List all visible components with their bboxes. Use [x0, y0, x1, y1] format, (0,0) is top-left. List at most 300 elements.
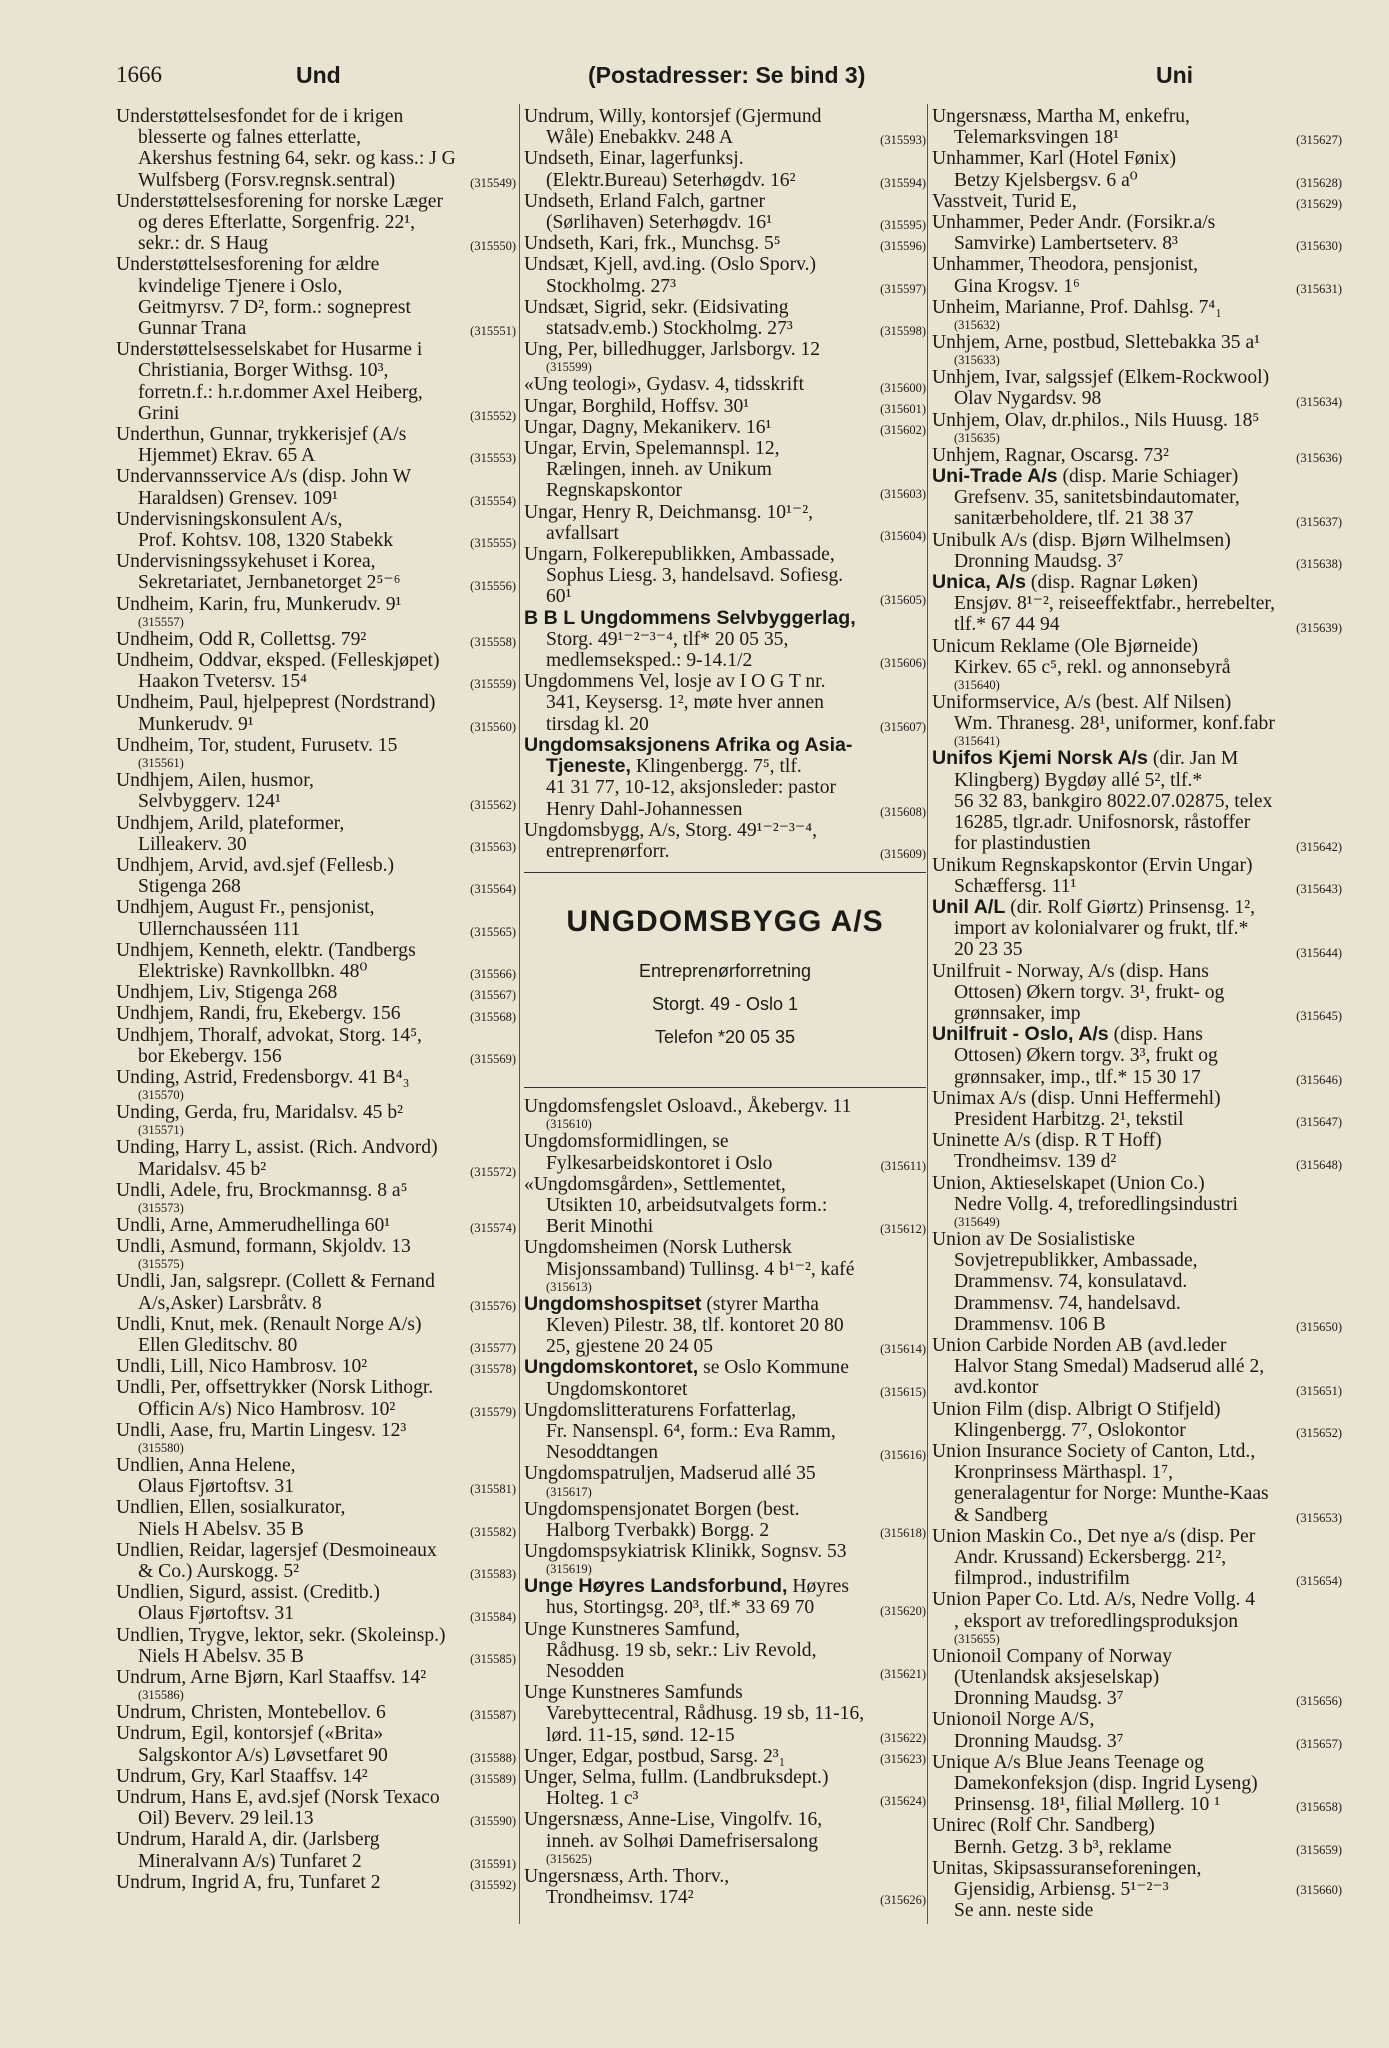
entry-line: Unilfruit - Oslo, A/s (disp. Hans — [932, 1024, 1203, 1046]
entry-line: Dronning Maudsg. 3⁷ — [954, 550, 1124, 572]
entry-line: Undli, Per, offsettrykker (Norsk Lithogr. — [116, 1377, 434, 1399]
directory-entry — [524, 1357, 926, 1399]
entry-line: Olaus Fjørtoftsv. 31 — [138, 1603, 295, 1625]
entry-line: Ungdomsheimen (Norsk Luthersk — [524, 1237, 792, 1259]
column-divider — [927, 104, 928, 1924]
entry-line: Undli, Lill, Nico Hambrosv. 10² — [116, 1356, 368, 1378]
entry-number: (315557) — [138, 614, 184, 629]
entry-number: (315612) — [880, 1222, 926, 1237]
entry-line: Undhjem, Randi, fru, Ekebergv. 156 — [116, 1003, 401, 1025]
entry-line: import av kolonialvarer og frukt, tlf.* — [954, 918, 1249, 940]
directory-entry — [932, 1024, 1342, 1088]
entry-line: Undhjem, Thoralf, advokat, Storg. 14⁵, — [116, 1024, 422, 1046]
entry-number: (315583) — [470, 1567, 516, 1582]
entry-line: «Ung teologi», Gydasv. 4, tidsskrift — [524, 374, 805, 396]
directory-entry — [116, 940, 516, 982]
entry-line: Klingberg) Bygdøy allé 5², tlf.* — [954, 769, 1203, 791]
directory-entry — [932, 961, 1342, 1025]
entry-line: Undervisningssykehuset i Korea, — [116, 551, 376, 573]
entry-number: (315637) — [1296, 514, 1342, 529]
directory-entry — [116, 551, 516, 593]
entry-line: Unicum Reklame (Ole Bjørneide) — [932, 635, 1199, 657]
advertisement-line3: Telefon *20 05 35 — [654, 1027, 796, 1048]
entry-line: bor Ekebergv. 156 — [138, 1045, 282, 1067]
directory-entry — [116, 1766, 516, 1787]
directory-entry — [116, 1787, 516, 1829]
entry-line: entreprenørforr. — [546, 840, 670, 862]
entry-line: Understøttelsesselskabet for Husarme i — [116, 339, 423, 361]
entry-line: Gjensidig, Arbiensg. 5¹⁻²⁻³ — [954, 1879, 1169, 1901]
entry-line: Undli, Adele, fru, Brockmannsg. 8 a⁵ — [116, 1179, 408, 1201]
entry-line: , eksport av treforedlingsproduksjon — [954, 1610, 1239, 1632]
entry-number: (315657) — [1296, 1736, 1342, 1751]
entry-number: (315608) — [880, 804, 926, 819]
directory-entry — [116, 1067, 516, 1102]
directory-entry — [524, 191, 926, 233]
directory-entry — [524, 417, 926, 438]
entry-number: (315629) — [1296, 197, 1342, 212]
entry-line: Unge Kunstneres Samfund, — [524, 1618, 741, 1640]
directory-entry — [116, 1702, 516, 1723]
entry-line: Klingenbergg. 7⁷, Oslokontor — [954, 1419, 1186, 1441]
entry-line: Uninette A/s (disp. R T Hoff) — [932, 1130, 1162, 1152]
entry-number: (315593) — [880, 133, 926, 148]
entry-line: Unhjem, Olav, dr.philos., Nils Huusg. 18⁵ — [932, 409, 1260, 431]
entry-line: Wm. Thranesg. 28¹, uniformer, konf.fabr — [954, 713, 1275, 735]
entry-line: 25, gjestene 20 24 05 — [546, 1336, 714, 1358]
entry-line: avfallsart — [546, 522, 619, 544]
entry-number: (315555) — [470, 536, 516, 551]
entry-line: Union Insurance Society of Canton, Ltd., — [932, 1440, 1256, 1462]
directory-entry — [116, 1872, 516, 1893]
directory-entry — [116, 813, 516, 855]
entry-number: (315649) — [954, 1214, 1000, 1229]
entry-number: (315638) — [1296, 557, 1342, 572]
entry-line: Undheim, Karin, fru, Munkerudv. 9¹ — [116, 593, 402, 615]
entry-line: Undrum, Willy, kontorsjef (Gjermund — [524, 106, 822, 127]
entry-line: Ungdomspensjonatet Borgen (best. — [524, 1498, 800, 1520]
directory-entry — [116, 594, 516, 629]
directory-entry — [932, 1399, 1342, 1441]
entry-number: (315598) — [880, 324, 926, 339]
entry-number: (315618) — [880, 1525, 926, 1540]
entry-line: Prinsensg. 18¹, filial Møllerg. 10 ¹ — [954, 1794, 1221, 1816]
entry-number: (315613) — [546, 1279, 592, 1294]
entry-line: Bernh. Getzg. 3 b³, reklame — [954, 1836, 1172, 1858]
entry-number: (315660) — [1296, 1883, 1342, 1898]
entry-line: A/s,Asker) Larsbråtv. 8 — [138, 1292, 322, 1314]
entry-line: filmprod., industrifilm — [954, 1568, 1130, 1590]
entry-number: (315559) — [470, 677, 516, 692]
entry-line: Undervisningskonsulent A/s, — [116, 508, 343, 530]
entry-number: (315566) — [470, 967, 516, 982]
entry-line: Ung, Per, billedhugger, Jarlsborgv. 12 — [524, 339, 821, 361]
entry-number: (315567) — [470, 988, 516, 1003]
entry-line: 56 32 83, bankgiro 8022.07.02875, telex — [954, 790, 1273, 812]
entry-line: Ungdomspatruljen, Madserud allé 35 — [524, 1463, 816, 1485]
entry-line: Unikum Regnskapskontor (Ervin Ungar) — [932, 854, 1253, 876]
entry-number: (315609) — [880, 847, 926, 862]
entry-line: Wåle) Enebakkv. 248 A — [546, 127, 733, 149]
directory-entry — [116, 982, 516, 1003]
entry-line: 20 23 35 — [954, 939, 1023, 961]
entry-number: (315653) — [1296, 1510, 1342, 1525]
entry-line: Henry Dahl-Johannessen — [546, 798, 743, 820]
entry-line: Trondheimsv. 139 d² — [954, 1151, 1117, 1173]
entry-number: (315627) — [1296, 133, 1342, 148]
entry-line: Salgskontor A/s) Løvsetfaret 90 — [138, 1744, 388, 1766]
entry-line: Undheim, Paul, hjelpeprest (Nordstrand) — [116, 692, 436, 714]
directory-entry — [932, 1173, 1342, 1229]
directory-entry — [116, 1420, 516, 1455]
directory-entry — [524, 1682, 926, 1746]
entry-line: Niels H Abelsv. 35 B — [138, 1518, 304, 1540]
directory-entry — [116, 897, 516, 939]
entry-line: Wulfsberg (Forsv.regnsk.sentral) — [138, 169, 396, 191]
directory-entry — [932, 106, 1342, 148]
directory-entry — [932, 1229, 1342, 1335]
entry-number: (315658) — [1296, 1800, 1342, 1815]
entry-line: Undsæt, Sigrid, sekr. (Eidsivating — [524, 296, 789, 318]
entry-number: (315549) — [470, 175, 516, 190]
directory-entry — [932, 212, 1342, 254]
entry-number: (315575) — [138, 1257, 184, 1272]
entry-line: Utsikten 10, arbeidsutvalgets form.: — [546, 1194, 828, 1216]
directory-column-2 — [524, 106, 926, 1908]
entry-line: Undli, Arne, Ammerudhellinga 60¹ — [116, 1214, 391, 1236]
entry-line: Officin A/s) Nico Hambrosv. 10² — [138, 1398, 396, 1420]
entry-line: Se ann. neste side — [954, 1900, 1094, 1922]
entry-line: Ungdomspsykiatrisk Klinikk, Sognsv. 53 — [524, 1540, 847, 1562]
entry-line: sekr.: dr. S Haug — [138, 233, 269, 255]
entry-line: Ungar, Henry R, Deichmansg. 10¹⁻², — [524, 501, 814, 523]
entry-number: (315592) — [470, 1878, 516, 1893]
entry-number: (315553) — [470, 451, 516, 466]
entry-number: (315577) — [470, 1341, 516, 1356]
directory-entry — [116, 1003, 516, 1024]
entry-number: (315635) — [954, 430, 1000, 445]
entry-line: Nedre Vollg. 4, treforedlingsindustri — [954, 1193, 1238, 1215]
entry-number: (315602) — [880, 423, 926, 438]
entry-line: Unhammer, Peder Andr. (Forsikr.a/s — [932, 212, 1216, 234]
entry-line: Drammensv. 74, handelsavd. — [954, 1292, 1181, 1314]
entry-line: Ensjøv. 8¹⁻², reiseeffektfabr., herrebelter, — [954, 593, 1276, 615]
directory-entry — [524, 735, 926, 820]
directory-entry — [116, 1667, 516, 1702]
advertisement-box — [524, 872, 926, 1088]
entry-number: (315651) — [1296, 1383, 1342, 1398]
entry-line: Betzy Kjelsbergsv. 6 a⁰ — [954, 169, 1138, 191]
entry-number: (315605) — [880, 592, 926, 607]
entry-line: medlemseksped.: 9-14.1/2 — [546, 650, 753, 672]
directory-entry — [524, 339, 926, 374]
entry-line: Unhjem, Arne, postbud, Slettebakka 35 a¹ — [932, 332, 1261, 354]
entry-line: Kronprinsess Märthaspl. 1⁷, — [954, 1462, 1174, 1484]
entry-line: generalagentur for Norge: Munthe-Kaas — [954, 1483, 1269, 1505]
entry-number: (315632) — [954, 318, 1000, 333]
directory-entry — [932, 636, 1342, 692]
directory-entry — [524, 544, 926, 608]
directory-entry — [932, 1441, 1342, 1526]
entry-number: (315550) — [470, 239, 516, 254]
entry-line: Grini — [138, 402, 180, 424]
entry-number: (315646) — [1296, 1072, 1342, 1087]
entry-line: Undlien, Trygve, lektor, sekr. (Skoleinsp.) — [116, 1624, 446, 1646]
entry-line: Ungarn, Folkerepublikken, Ambassade, — [524, 544, 835, 566]
directory-entry — [524, 1294, 926, 1358]
entry-line: Ottosen) Økern torgv. 3¹, frukt- og — [954, 981, 1225, 1003]
directory-entry — [524, 671, 926, 735]
entry-number: (315607) — [880, 719, 926, 734]
entry-line: Unhammer, Karl (Hotel Fønix) — [932, 148, 1177, 170]
directory-entry — [524, 1576, 926, 1618]
entry-line: Undlien, Ellen, sosialkurator, — [116, 1497, 346, 1519]
entry-line: Undli, Asmund, formann, Skjoldv. 13 — [116, 1236, 411, 1258]
entry-line: Lilleakerv. 30 — [138, 833, 247, 855]
directory-entry — [932, 367, 1342, 409]
entry-number: (315571) — [138, 1123, 184, 1138]
advertisement-line2: Storgt. 49 - Oslo 1 — [651, 994, 799, 1015]
entry-line: tlf.* 67 44 94 — [954, 614, 1060, 636]
entry-line: Uniformservice, A/s (best. Alf Nilsen) — [932, 692, 1232, 714]
entry-line: Understøttelsesforening for norske Læger — [116, 190, 444, 212]
entry-number: (315654) — [1296, 1574, 1342, 1589]
directory-entry — [524, 1619, 926, 1683]
directory-entry — [932, 1858, 1342, 1922]
entry-line: Gina Krogsv. 1⁶ — [954, 275, 1080, 297]
entry-line: Halborg Tverbakk) Borgg. 2 — [546, 1519, 770, 1541]
entry-number: (315626) — [880, 1893, 926, 1908]
directory-entry — [524, 608, 926, 672]
entry-number: (315611) — [880, 1158, 926, 1173]
directory-entry — [116, 509, 516, 551]
entry-number: (315652) — [1296, 1425, 1342, 1440]
entry-number: (315565) — [470, 924, 516, 939]
entry-number: (315576) — [470, 1298, 516, 1313]
entry-number: (315601) — [880, 401, 926, 416]
entry-line: Misjonssamband) Tullinsg. 4 b¹⁻², kafé — [546, 1258, 855, 1280]
entry-line: Ungdomslitteraturens Forfatterlag, — [524, 1399, 797, 1421]
entry-number: (315603) — [880, 486, 926, 501]
entry-line: Nesodden — [546, 1660, 625, 1682]
entry-number: (315656) — [1296, 1694, 1342, 1709]
entry-line: Undheim, Oddvar, eksped. (Felleskjøpet) — [116, 650, 440, 672]
directory-entry — [932, 748, 1342, 854]
entry-line: grønnsaker, imp., tlf.* 15 30 17 — [954, 1066, 1201, 1088]
entry-number: (315650) — [1296, 1319, 1342, 1334]
directory-entry — [932, 445, 1342, 466]
entry-number: (315617) — [546, 1484, 592, 1499]
directory-entry — [116, 254, 516, 339]
entry-line: Schæffersg. 11¹ — [954, 875, 1077, 897]
entry-line: 41 31 77, 10-12, aksjonsleder: pastor — [546, 777, 837, 799]
directory-entry — [932, 297, 1342, 332]
entry-line: Undlien, Sigurd, assist. (Creditb.) — [116, 1582, 380, 1604]
entry-number: (315619) — [546, 1562, 592, 1577]
entry-number: (315554) — [470, 493, 516, 508]
entry-line: Ungersnæss, Arth. Thorv., — [524, 1865, 730, 1887]
entry-line: B B L Ungdommens Selvbyggerlag, — [524, 607, 856, 629]
entry-line: Akershus festning 64, sekr. og kass.: J G — [138, 148, 456, 170]
entry-number: (315572) — [470, 1164, 516, 1179]
directory-entry — [116, 692, 516, 734]
entry-line: Ungersnæss, Anne-Lise, Vingolfv. 16, — [524, 1809, 823, 1831]
entry-number: (315633) — [954, 353, 1000, 368]
directory-entry — [524, 396, 926, 417]
entry-line: Christiania, Borger Withsg. 10³, — [138, 360, 389, 382]
directory-entry — [116, 191, 516, 255]
entry-line: Berit Minothi — [546, 1216, 654, 1238]
entry-number: (315551) — [470, 324, 516, 339]
directory-entry — [524, 1541, 926, 1576]
entry-line: Holteg. 1 c³ — [546, 1788, 639, 1810]
entry-line: Unding, Astrid, Fredensborgv. 41 B⁴₃ — [116, 1066, 410, 1088]
entry-number: (315556) — [470, 578, 516, 593]
entry-line: Selvbyggerv. 124¹ — [138, 791, 281, 813]
directory-entry — [116, 1236, 516, 1271]
directory-entry — [116, 1455, 516, 1497]
entry-line: Unique A/s Blue Jeans Teenage og — [932, 1751, 1204, 1773]
entry-number: (315639) — [1296, 620, 1342, 635]
entry-line: Undli, Aase, fru, Martin Lingesv. 12³ — [116, 1419, 407, 1441]
entry-line: og deres Efterlatte, Sorgenfrig. 22¹, — [138, 212, 416, 234]
entry-line: 341, Keysersg. 1², møte hver annen — [546, 692, 824, 714]
entry-number: (315578) — [470, 1362, 516, 1377]
directory-entry — [524, 1499, 926, 1541]
directory-entry — [524, 106, 926, 148]
directory-entry — [524, 1400, 926, 1464]
entry-line: Unding, Harry L, assist. (Rich. Andvord) — [116, 1137, 438, 1159]
directory-entry — [932, 148, 1342, 190]
entry-number: (315595) — [880, 218, 926, 233]
entry-line: Undrum, Harald A, dir. (Jarlsberg — [116, 1829, 380, 1851]
entry-line: Varebyttecentral, Rådhusg. 19 sb, 11-16, — [546, 1703, 865, 1725]
directory-entry — [116, 1215, 516, 1236]
entry-line: Vasstveit, Turid E, — [932, 190, 1077, 212]
entry-number: (315624) — [880, 1794, 926, 1809]
entry-line: Union Carbide Norden AB (avd.leder — [932, 1334, 1227, 1356]
entry-line: Undlien, Reidar, lagersjef (Desmoineaux — [116, 1539, 437, 1561]
directory-entry — [932, 1815, 1342, 1857]
entry-line: Hjemmet) Ekrav. 65 A — [138, 445, 316, 467]
entry-line: Storg. 49¹⁻²⁻³⁻⁴, tlf* 20 05 35, — [546, 628, 789, 650]
entry-line: Undheim, Tor, student, Furusetv. 15 — [116, 734, 398, 756]
entry-number: (315606) — [880, 656, 926, 671]
directory-entry — [932, 1589, 1342, 1645]
entry-number: (315594) — [880, 175, 926, 190]
entry-number: (315645) — [1296, 1009, 1342, 1024]
entry-line: Telemarksvingen 18¹ — [954, 127, 1120, 149]
entry-line: Unica, A/s (disp. Ragnar Løken) — [932, 572, 1198, 594]
entry-number: (315570) — [138, 1088, 184, 1103]
entry-line: Drammensv. 74, konsulatavd. — [954, 1271, 1188, 1293]
entry-line: blesserte og falnes etterlatte, — [138, 127, 362, 149]
directory-entry — [524, 820, 926, 862]
entry-line: Unhjem, Ragnar, Oscarsg. 73² — [932, 444, 1169, 466]
entry-number: (315568) — [470, 1009, 516, 1024]
entry-line: Kleven) Pilestr. 38, tlf. kontoret 20 80 — [546, 1314, 844, 1336]
directory-entry — [932, 191, 1342, 212]
entry-line: Grefsenv. 35, sanitetsbindautomater, — [954, 487, 1240, 509]
entry-line: Ungar, Ervin, Spelemannspl. 12, — [524, 438, 780, 460]
entry-number: (315647) — [1296, 1115, 1342, 1130]
entry-number: (315628) — [1296, 175, 1342, 190]
entry-line: Ungdomsaksjonens Afrika og Asia- — [524, 734, 853, 756]
directory-entry — [116, 1180, 516, 1215]
entry-number: (315623) — [880, 1752, 926, 1766]
entry-line: Underthun, Gunnar, trykkerisjef (A/s — [116, 424, 407, 446]
entry-number: (315589) — [470, 1772, 516, 1787]
directory-entry — [116, 1377, 516, 1419]
entry-line: Undrum, Egil, kontorsjef («Brita» — [116, 1723, 384, 1745]
entry-line: (Utenlandsk aksjeselskap) — [954, 1667, 1160, 1689]
advertisement-title: UNGDOMSBYGG A/S — [566, 905, 884, 939]
entry-line: hus, Stortingsg. 20³, tlf.* 33 69 70 — [546, 1597, 815, 1619]
entry-line: avd.kontor — [954, 1377, 1039, 1399]
directory-entry — [116, 1314, 516, 1356]
entry-line: kvindelige Tjenere i Oslo, — [138, 275, 343, 297]
directory-entry — [116, 1137, 516, 1179]
entry-line: Ungdomshospitset (styrer Martha — [524, 1293, 819, 1315]
entry-line: Understøttelsesfondet for de i krigen — [116, 106, 404, 127]
directory-entry — [932, 332, 1342, 367]
entry-line: Unheim, Marianne, Prof. Dahlsg. 7⁴₁ — [932, 296, 1223, 318]
entry-number: (315631) — [1296, 281, 1342, 296]
entry-line: Union Paper Co. Ltd. A/s, Nedre Vollg. 4 — [932, 1589, 1256, 1611]
directory-entry — [524, 1767, 926, 1809]
directory-entry — [524, 233, 926, 254]
entry-line: Unhammer, Theodora, pensjonist, — [932, 254, 1199, 276]
entry-line: Uni-Trade A/s (disp. Marie Schiager) — [932, 466, 1239, 488]
entry-line: Unibulk A/s (disp. Bjørn Wilhelmsen) — [932, 529, 1231, 551]
entry-line: Oil) Beverv. 29 leil.13 — [138, 1808, 314, 1830]
directory-entry — [116, 1271, 516, 1313]
directory-entry — [524, 148, 926, 190]
entry-line: Ungdommens Vel, losje av I O G T nr. — [524, 671, 826, 693]
entry-number: (315614) — [880, 1342, 926, 1357]
entry-line: Dronning Maudsg. 3⁷ — [954, 1730, 1124, 1752]
directory-entry — [932, 1335, 1342, 1399]
entry-line: Stockholmg. 27³ — [546, 275, 676, 297]
directory-entry — [932, 897, 1342, 961]
column-divider — [519, 104, 520, 1924]
entry-line: Damekonfeksjon (disp. Ingrid Lyseng) — [954, 1773, 1258, 1795]
directory-entry — [524, 438, 926, 502]
header-center-note: (Postadresser: Se bind 3) — [588, 62, 866, 88]
directory-entry — [932, 1709, 1342, 1751]
header-left-word: Und — [296, 62, 341, 88]
entry-line: Unitas, Skipsassuranseforeningen, — [932, 1857, 1202, 1879]
entry-line: Regnskapskontor — [546, 480, 683, 502]
entry-number: (315586) — [138, 1688, 184, 1703]
entry-number: (315562) — [470, 797, 516, 812]
entry-line: Unhjem, Ivar, salgssjef (Elkem-Rockwool) — [932, 367, 1270, 389]
entry-line: Rælingen, inneh. av Unikum — [546, 459, 772, 481]
entry-line: Halvor Stang Smedal) Madserud allé 2, — [954, 1356, 1265, 1378]
entry-number: (315641) — [954, 734, 1000, 749]
entry-line: inneh. av Solhøi Damefrisersalong — [546, 1830, 819, 1852]
entry-line: Fylkesarbeidskontoret i Oslo — [546, 1152, 773, 1174]
entry-line: President Harbitzg. 2¹, tekstil — [954, 1108, 1184, 1130]
entry-line: Niels H Abelsv. 35 B — [138, 1645, 304, 1667]
directory-entry — [524, 1131, 926, 1173]
entry-number: (315616) — [880, 1448, 926, 1463]
directory-entry — [932, 1130, 1342, 1172]
entry-line: «Ungdomsgården», Settlementet, — [524, 1173, 786, 1195]
entry-line: Haraldsen) Grensev. 109¹ — [138, 487, 338, 509]
entry-number: (315580) — [138, 1440, 184, 1455]
page-number: 1666 — [116, 62, 162, 87]
